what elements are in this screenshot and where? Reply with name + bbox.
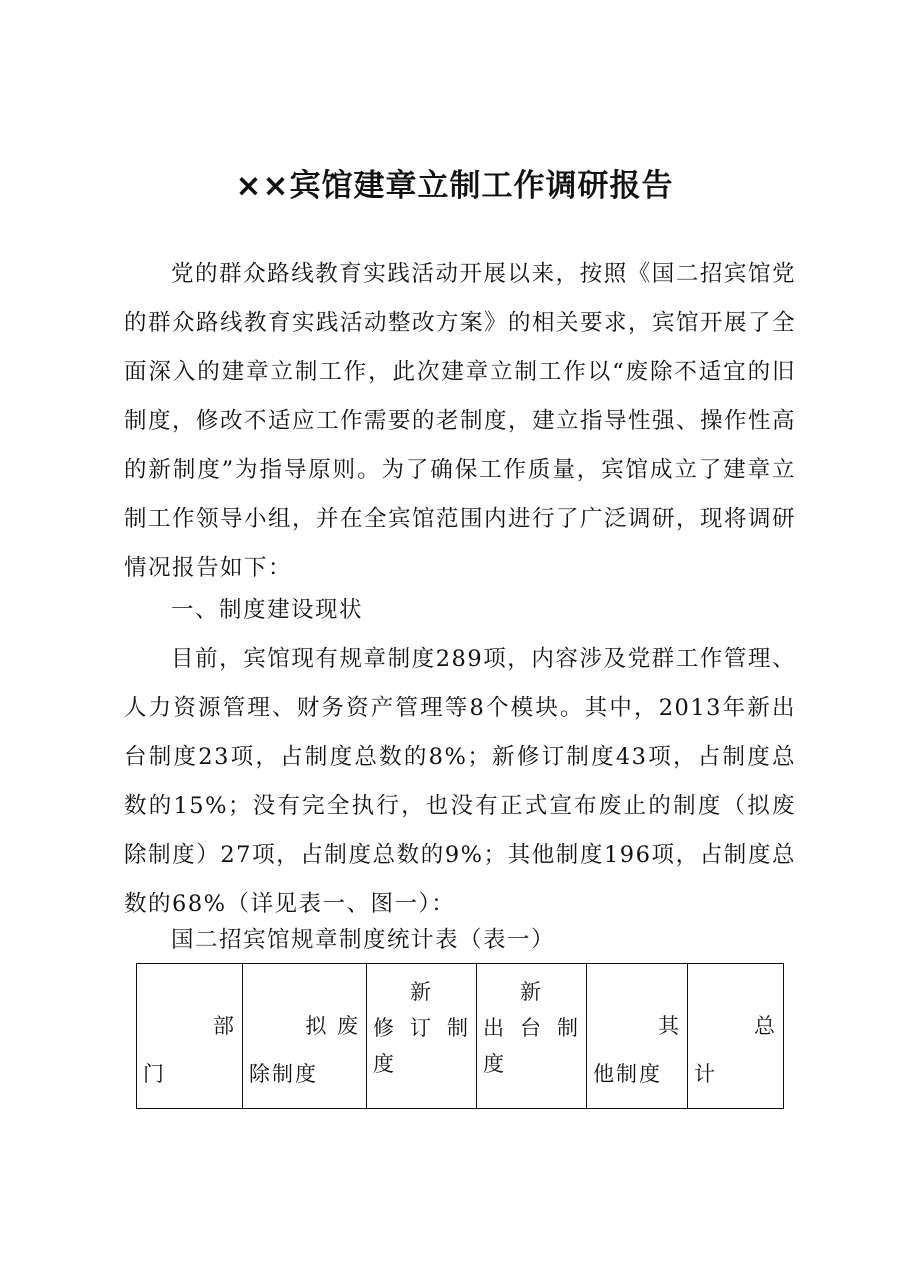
header-text: 拟 废 — [305, 1014, 360, 1038]
header-text: 新 — [520, 980, 543, 1004]
intro-paragraph: 党的群众路线教育实践活动开展以来，按照《国二招宾馆党的群众路线教育实践活动整改方案》的相关要求，宾馆开展了全面深入的建章立制工作，此次建章立制工作以“废除不适宜的旧制度，修改不适应工作需要的老制度，建立指导性强、操作性高的新制度”为指导原则。为了确保工作质量，宾馆成立了建章立制工作领导小组，并在全宾馆范围内进行了广泛调研，现将调研情况报告如下： — [124, 261, 797, 581]
header-text: 度 — [483, 1052, 506, 1076]
section-heading: 一、制度建设现状 — [171, 597, 364, 623]
table-header-row — [137, 964, 784, 1109]
header-total — [688, 964, 784, 1109]
header-newly-issued — [477, 964, 587, 1109]
header-text: 新 — [410, 980, 433, 1004]
header-text: 出 — [483, 1016, 506, 1040]
document-title: ××宾馆建章立制工作调研报告 — [235, 168, 674, 204]
table-caption: 国二招宾馆规章制度统计表（表一） — [171, 927, 556, 953]
statistics-table — [136, 963, 784, 1109]
header-text: 门 — [143, 1062, 166, 1086]
header-newly-revised — [367, 964, 477, 1109]
header-text: 部 — [213, 1014, 236, 1038]
header-text: 台 — [520, 1016, 543, 1040]
header-text: 修 — [373, 1016, 396, 1040]
header-text: 制 — [557, 1016, 580, 1040]
header-text: 其 — [658, 1014, 681, 1038]
header-text: 总 — [754, 1014, 777, 1038]
header-text: 制 — [447, 1016, 470, 1040]
header-to-abolish — [243, 964, 367, 1109]
section-paragraph: 目前，宾馆现有规章制度289项，内容涉及党群工作管理、人力资源管理、财务资产管理等8个模块。其中，2013年新出台制度23项，占制度总数的8%；新修订制度43项，占制度总数的15%；没有完全执行，也没有正式宣布废止的制度（拟废除制度）27项，占制度总数的9%；其他制度196项，占制度总数的68%（详见表一、图一）： — [124, 646, 796, 917]
header-text: 订 — [410, 1016, 433, 1040]
header-text: 他制度 — [593, 1062, 662, 1086]
header-text: 除制度 — [249, 1062, 318, 1086]
header-department — [137, 964, 243, 1109]
header-other — [587, 964, 688, 1109]
header-text: 度 — [373, 1052, 396, 1076]
header-text: 计 — [694, 1062, 717, 1086]
